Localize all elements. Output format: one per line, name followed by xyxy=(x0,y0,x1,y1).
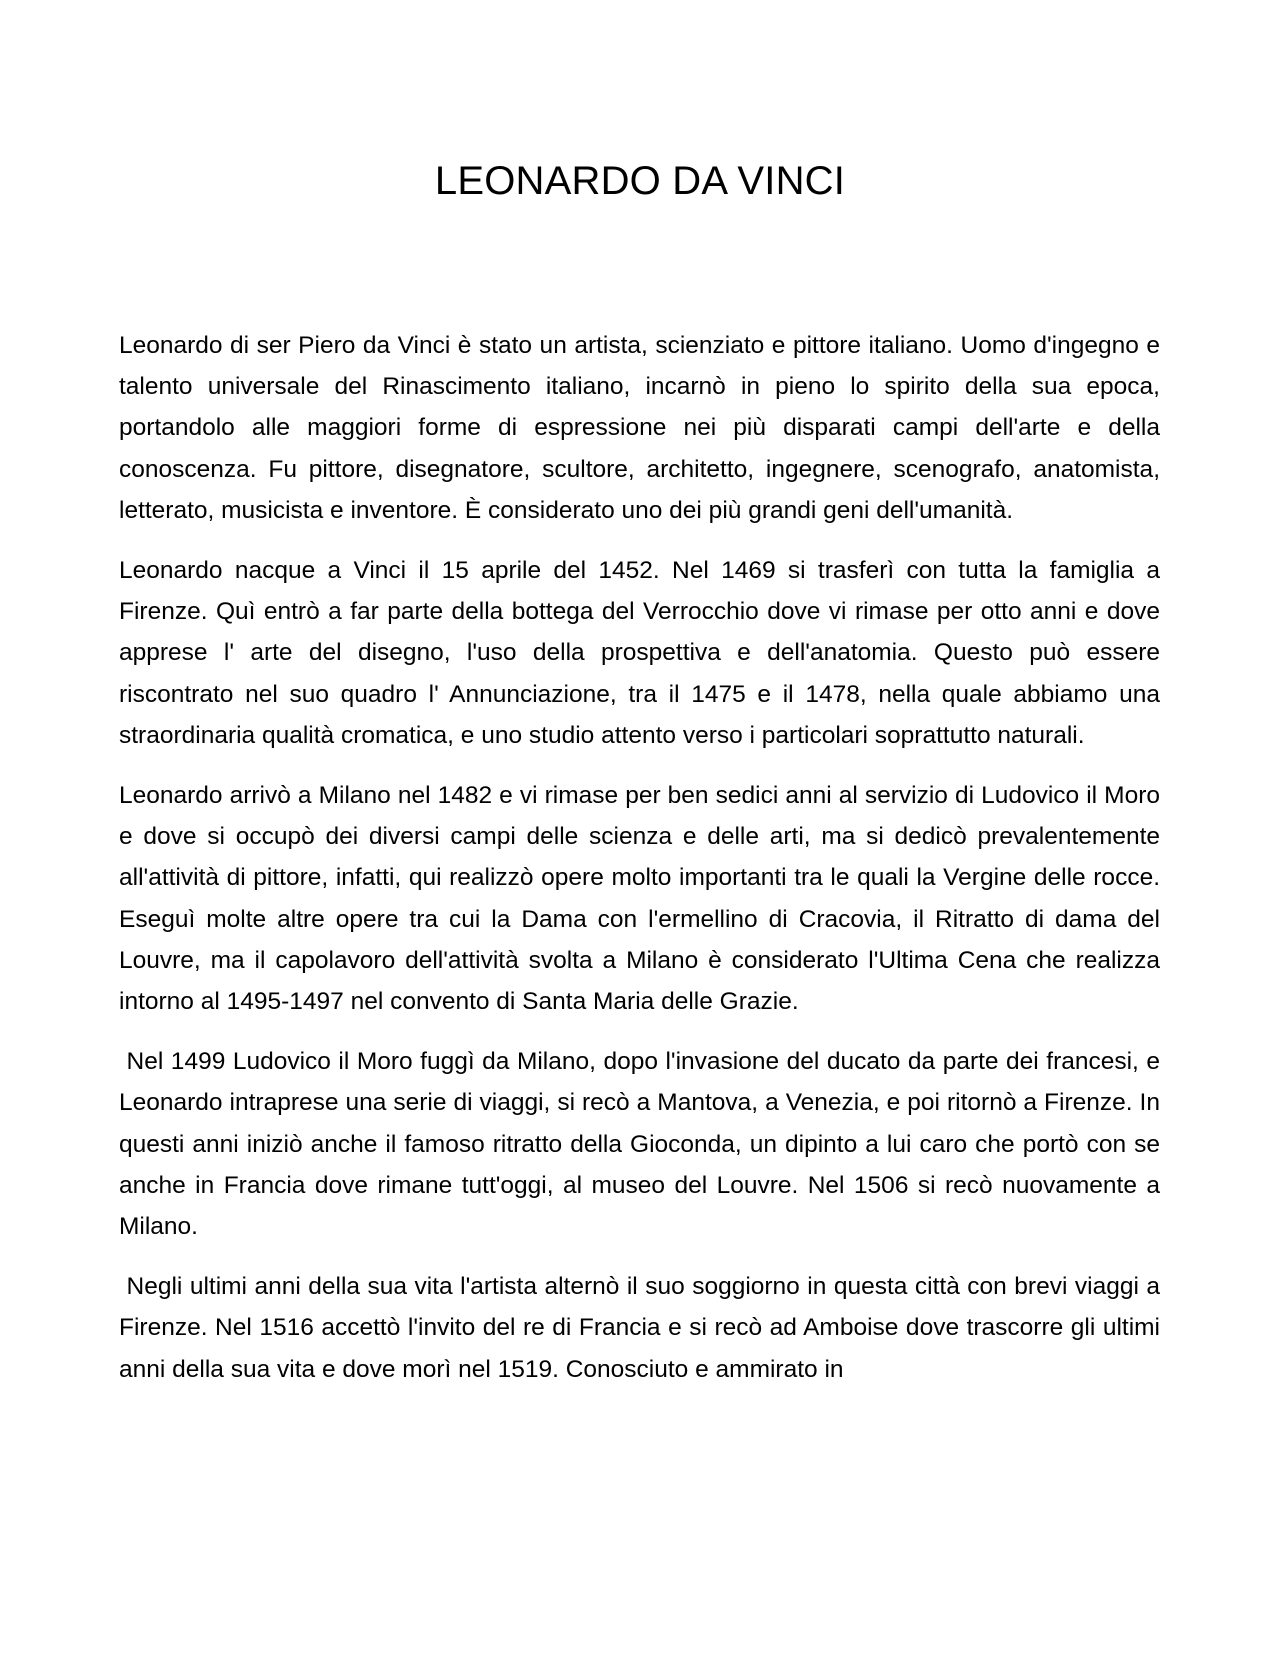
document-body xyxy=(119,325,1167,1409)
paragraph-final-years: Negli ultimi anni della sua vita l'artista alternò il suo soggiorno in questa città con brevi viaggi a Firenze. Nel 1516 accettò l'invito del re di Francia e si recò ad Amboise dove trascorre gli ultimi anni della sua vita e dove morì nel 1519. Conosciuto e ammirato in xyxy=(119,1273,1167,1383)
paragraph-milan: Leonardo arrivò a Milano nel 1482 e vi rimase per ben sedici anni al servizio di Ludovico il Moro e dove si occupò dei diversi campi delle scienza e delle arti, ma si dedicò prevalentemente all'attività di pittore, infatti, qui realizzò opere molto importanti tra le quali la Vergine delle rocce. Eseguì molte altre opere tra cui la Dama con l'ermellino di Cracovia, il Ritratto di dama del Louvre, ma il capolavoro dell'attività svolta a Milano è considerato l'Ultima Cena che realizza intorno al 1495-1497 nel convento di Santa Maria delle Grazie. xyxy=(119,782,1167,1016)
paragraph-early-life: Leonardo nacque a Vinci il 15 aprile del 1452. Nel 1469 si trasferì con tutta la famiglia a Firenze. Quì entrò a far parte della bottega del Verrocchio dove vi rimase per otto anni e dove apprese l' arte del disegno, l'uso della prospettiva e dell'anatomia. Questo può essere riscontrato nel suo quadro l' Annunciazione, tra il 1475 e il 1478, nella quale abbiamo una straordinaria qualità cromatica, e uno studio attento verso i particolari soprattutto naturali. xyxy=(119,557,1167,749)
paragraph-travels: Nel 1499 Ludovico il Moro fuggì da Milano, dopo l'invasione del ducato da parte dei francesi, e Leonardo intraprese una serie di viaggi, si recò a Mantova, a Venezia, e poi ritornò a Firenze. In questi anni iniziò anche il famoso ritratto della Gioconda, un dipinto a lui caro che portò con se anche in Francia dove rimane tutt'oggi, al museo del Louvre. Nel 1506 si recò nuovamente a Milano. xyxy=(119,1048,1167,1241)
paragraph-intro: Leonardo di ser Piero da Vinci è stato un artista, scienziato e pittore italiano. Uomo d'ingegno e talento universale del Rinascimento italiano, incarnò in pieno lo spirito della sua epoca, portandolo alle maggiori forme di espressione nei più disparati campi dell'arte e della conoscenza. Fu pittore, disegnatore, scultore, architetto, ingegnere, scenografo, anatomista, letterato, musicista e inventore. È considerato uno dei più grandi geni dell'umanità. xyxy=(119,332,1167,524)
document-title: LEONARDO DA VINCI xyxy=(434,159,846,203)
